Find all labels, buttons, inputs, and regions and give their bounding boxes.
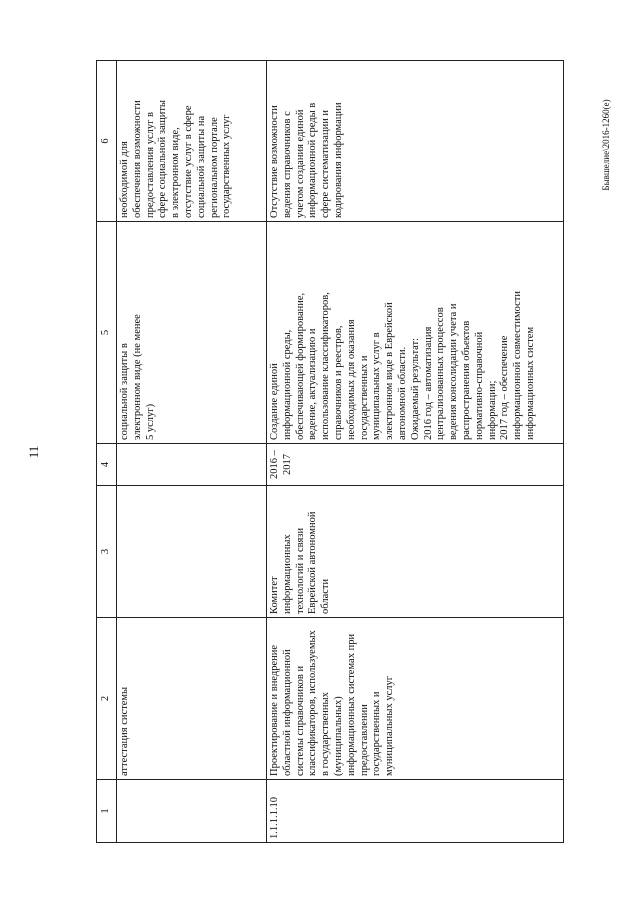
header-cell-3: 3	[97, 486, 117, 618]
header-cell-5: 5	[97, 222, 117, 444]
table-header-row	[97, 61, 117, 843]
rotated-table-container	[96, 61, 564, 843]
cell-number	[117, 780, 267, 843]
program-table	[96, 60, 564, 843]
page-number: 11	[26, 445, 41, 459]
document-footer-code: Бывшелие\2016-1260(е)	[601, 99, 611, 191]
cell-activity	[267, 618, 564, 780]
table-row-1-1-1-1-10	[267, 61, 564, 843]
cell-period-text: 2016 – 2017	[269, 450, 293, 479]
cell-number-text: 1.1.1.1.10	[269, 797, 280, 839]
cell-executor	[267, 486, 564, 618]
table-row-continued	[117, 61, 267, 843]
cell-expected-result-text: Создание единой информационной среды, обеспечивающей формирование, ведение, актуализацию и использование классификаторов, справочников и реестров, необходимых для оказания государственных и муниципальных услуг в электронном виде в Еврейской автономной области. Ожидаемый результат: 2016 год – автоматизация централизованных процессов ведения консолидации учета и распространения объектов нормативно-справочной информации; 2017 год – обеспечение информационной совместимости информационных систем	[269, 291, 536, 440]
cell-activity	[117, 618, 267, 780]
header-cell-1: 1	[97, 780, 117, 843]
header-cell-6: 6	[97, 61, 117, 222]
header-cell-2: 2	[97, 618, 117, 780]
cell-problem-text: необходимой для обеспечения возможности предоставления услуг в сфере социальной защиты в электронном виде, отсутствие услуг в сфере социальной защиты на региональном портале государственных услуг	[119, 100, 233, 218]
cell-expected-result	[117, 222, 267, 444]
cell-problem-text: Отсутствие возможности ведения справочников с учетом создания единой информационной среды в сфере систематизации и кодирования информации	[269, 102, 344, 218]
cell-activity-text: аттестация системы	[119, 686, 130, 776]
cell-executor-text: Комитет информационных технологий и связи Еврейской автономной области	[269, 511, 332, 614]
cell-executor	[117, 486, 267, 618]
cell-activity-text: Проектирование и внедрение областной информационной системы справочников и классификаторов, используемых в государственных (муниципальных) информационных системах при предоставлении государственных и муниципальных услуг	[269, 630, 396, 776]
header-cell-4: 4	[97, 444, 117, 486]
cell-problem	[267, 61, 564, 222]
cell-number	[267, 780, 564, 843]
cell-expected-result-text: социальной защиты в электронном виде (не менее 5 услуг)	[119, 314, 156, 440]
cell-expected-result	[267, 222, 564, 444]
cell-problem	[117, 61, 267, 222]
cell-period	[117, 444, 267, 486]
cell-period	[267, 444, 564, 486]
